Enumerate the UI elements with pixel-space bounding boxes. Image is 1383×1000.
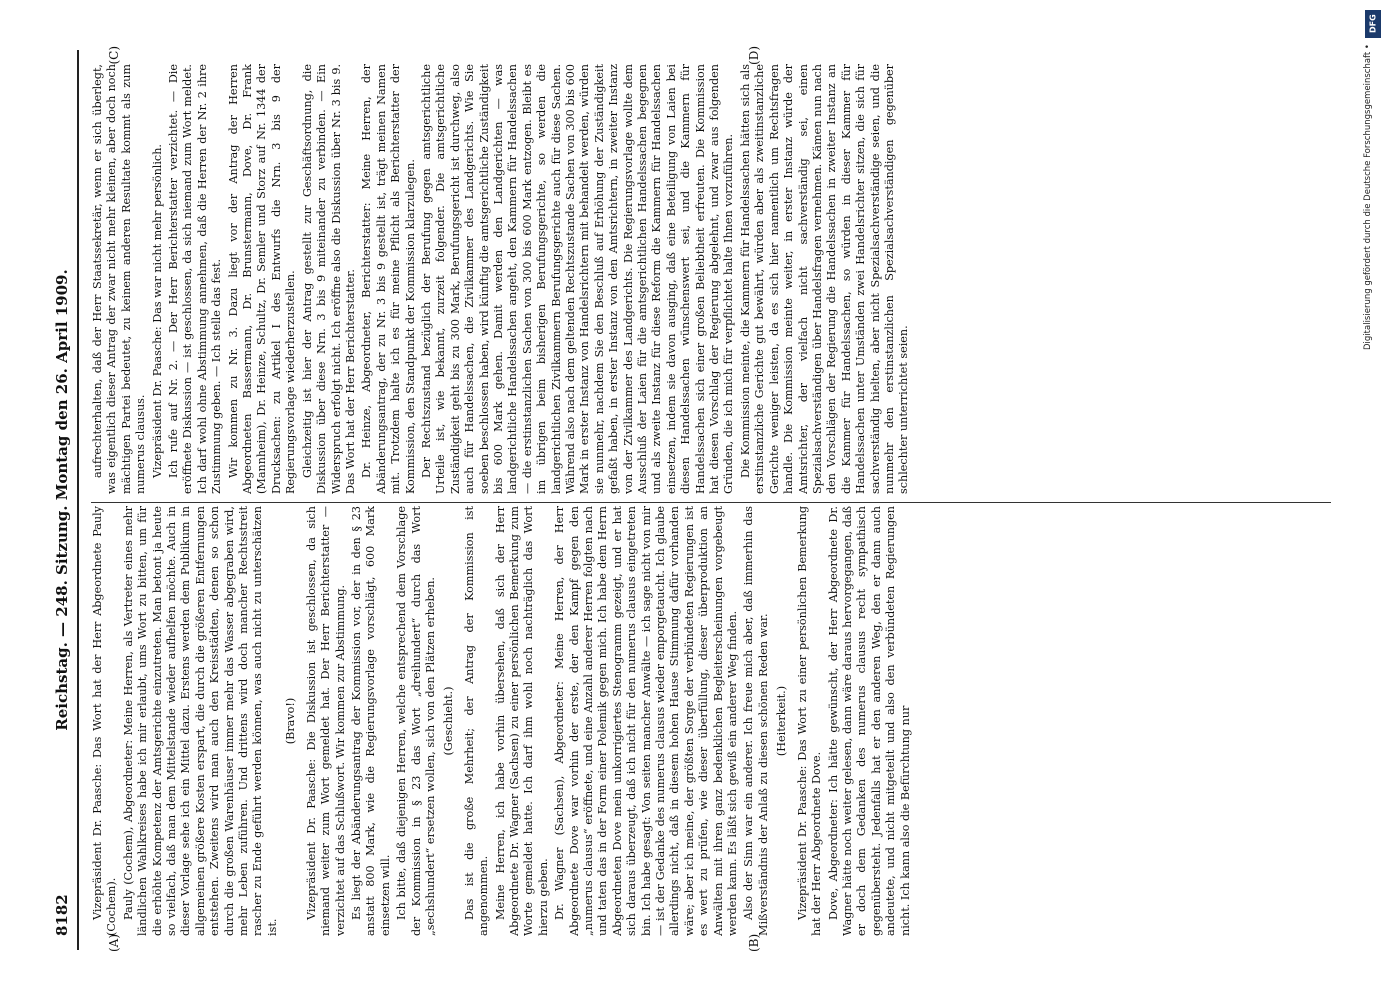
text-columns (91, 50, 1331, 950)
column-divider (91, 502, 1331, 503)
paragraph: Ich bitte, daß diejenigen Herren, welche entsprechend dem Vorschlage der Kommission in § 23 das Wort „dreihundert“ durch das Wort „sechshundert“ ersetzen wollen, sich von den Plätzen erheben. (394, 506, 437, 936)
paragraph: Dove, Abgeordneter: Ich hätte gewünscht, der Herr Abgeordnete Dr. Wagner hätte noch weiter gelesen, dann wäre daraus hervorgegangen, daß er doch dem Gedanken des numerus clausus recht sympathisch gegenübersteht. Jedenfalls hat er den anderen Weg, den er dann auch andeutete, und nicht mitgeteilt und also den verbündeten Regierungen nicht. Ich kann also die Befürchtung nur (826, 506, 912, 936)
paragraph: Ich rufe auf Nr. 2. — Der Herr Berichterstatter verzichtet. — Die eröffnete Diskussion — ist geschlossen, da sich niemand zum Wort meldet. Ich darf wohl ohne Abstimmung annehmen, daß die Herren der Nr. 2 ihre Zustimmung geben. — Ich stelle das fest. (166, 64, 223, 494)
right-column (91, 64, 1331, 494)
paragraph: Vizepräsident Dr. Paasche: Das Wort zu einer persönlichen Bemerkung hat der Herr Abgeordnete Dove. (795, 506, 823, 936)
paragraph: Vizepräsident Dr. Paasche: Die Diskussion ist geschlossen, da sich niemand weiter zum Wort gemeldet hat. Der Herr Berichterstatter — verzichtet auf das Schlußwort. Wir kommen zur Abstimmung. (304, 506, 346, 936)
paragraph: Vizepräsident Dr. Paasche: Das Wort hat der Herr Abgeordnete Pauly (Cochem). (90, 506, 118, 936)
margin-marker-c: (C) (106, 46, 121, 65)
paragraph: Die Kommission meinte, die Kammern für Handelssachen hätten sich als erstinstanzliche Gerichte gut bewährt, würden aber als zweitinstanzliche Gerichte weniger leisten, da es sich hier namentlich um Rechtsfragen handle. Die Kommission meinte weiter, in erster Instanz würde der Amtsrichter, der vielfach nicht sachverständig sei, einen Spezialsachverständigen über Handelsfragen vernehmen. Kämen nun nach den Vorschlägen der Regierung die Handelssachen in zweiter Instanz an die Kammer für Handelssachen, so würden in dieser Kammer für Handelssachen unter Umständen zwei Handelsrichter sitzen, die sich für sachverständig hielten, aber nicht Spezialsachverständige seien, und die nunmehr den erstinstanzlichen Spezialsachverständigen gegenüber schlechter unterrichtet seien. (738, 64, 910, 494)
margin-marker-b: (B) (746, 933, 761, 952)
paragraph: aufrechterhalten, daß der Herr Staatssekretär, wenn er sich überlegt, was eigentlich dieser Antrag der zwar nicht mehr kleinen, aber doch noch mächtigen Partei bedeutet, zu keinem anderen Resultate kommt als zum numerus clausus. (90, 64, 147, 494)
paragraph: Dr. Wagner (Sachsen), Abgeordneter: Meine Herren, der Herr Abgeordnete Dove war vorhin der erste, der den Kampf gegen den „numerus clausus“ eröffnete, und eine Anzahl anderer Herren folgten nach und taten das in der Form einer Polemik gegen mich. Ich habe dem Herrn Abgeordneten Dove mein unkorrigiertes Stenogramm gezeigt, und er hat sich daraus überzeugt, daß ich nicht für den numerus clausus eingetreten bin. Ich habe gesagt: Von seiten mancher Anwälte — ich sage nicht von mir — ist der Gedanke des numerus clausus wieder emporgetaucht. Ich glaube allerdings nicht, daß in diesem hohen Hause Stimmung dafür vorhanden wäre; aber ich meine, der größten Sorge der verbündeten Regierungen ist es wert zu prüfen, wie dieser überfüllung, dieser überproduktion an Anwälten mit ihren ganz bedenklichen Begleiterscheinungen vorgebeugt werden kann. Es läßt sich gewiß ein anderer Weg finden. (552, 506, 739, 936)
dfg-logo: DFG (1365, 10, 1381, 38)
digitization-note: Digitalisierung gefördert durch die Deutsche Forschungsgemeinschaft • (1363, 44, 1373, 350)
page-header (47, 50, 77, 950)
paragraph: Gleichzeitig ist hier der Antrag gestellt zur Geschäftsordnung, die Diskussion über diese Nrn. 3 bis 9 miteinander zu verbinden. — Ein Widerspruch erfolgt nicht. Ich eröffne also die Diskussion über Nr. 3 bis 9. Das Wort hat der Herr Berichterstatter. (300, 64, 357, 494)
paragraph: Vizepräsident Dr. Paasche: Das war nicht mehr persönlich. (150, 144, 164, 478)
interjection: (Geschieht.) (441, 686, 455, 756)
margin-marker-a: (A) (106, 933, 121, 952)
rotated-sheet (47, 46, 1337, 952)
page-title: Reichstag. — 248. Sitzung. Montag den 26. April 1909. (52, 269, 71, 731)
paragraph: Wir kommen zu Nr. 3. Dazu liegt vor der Antrag der Herren Abgeordneten Bassermann, Dr. Brunstermann, Dove, Dr. Frank (Mannheim), Dr. Heinze, Schultz, Dr. Semler und Storz auf Nr. 1344 der Drucksachen: zu Artikel I des Entwurfs die Nrn. 3 bis 9 der Regierungsvorlage wiederherzustellen. (226, 64, 297, 494)
paragraph: Also der Sinn war ein anderer. Ich freue mich aber, daß immerhin das Mißverständnis der Anlaß zu diesen schönen Reden war. (741, 506, 770, 936)
left-column (91, 506, 1331, 936)
interjection: (Heiterkeit.) (774, 685, 788, 757)
page-number: 8182 (52, 894, 71, 936)
paragraph: Dr. Heinze, Abgeordneter, Berichterstatter: Meine Herren, der Abänderungsantrag, der zu Nr. 3 bis 9 gestellt ist, trägt meinen Namen mit. Trotzdem halte ich es für meine Pflicht als Berichterstatter der Kommission, den Standpunkt der Kommission klarzulegen. (359, 64, 417, 494)
margin-marker-d: (D) (746, 46, 761, 65)
interjection: (Bravo!) (283, 697, 297, 745)
paragraph: Meine Herren, ich habe vorhin übersehen, daß sich der Herr Abgeordnete Dr. Wagner (Sachsen) zu einer persönlichen Bemerkung zum Worte gemeldet hatte. Ich darf ihm wohl noch nachträglich das Wort hierzu geben. (493, 506, 550, 936)
header-rule (77, 50, 79, 950)
paragraph: Das ist die große Mehrheit; der Antrag der Kommission ist angenommen. (462, 506, 490, 936)
paragraph: Der Rechtszustand bezüglich der Berufung gegen amtsgerichtliche Urteile ist, wie bekannt, zurzeit folgender. Die amtsgerichtliche Zuständigkeit geht bis zu 300 Mark, Berufungsgericht ist durchweg, also auch für Handelssachen, die Zivilkammer des Landgerichts. Wie Sie soeben beschlossen haben, wird künftig die amtsgerichtliche Zuständigkeit bis 600 Mark gehen. Damit werden den Landgerichten — was landgerichtliche Handelssachen angeht, den Kammern für Handelssachen — die erstinstanzlichen Sachen von 300 bis 600 Mark entzogen. Bleibt es im übrigen beim bisherigen Berufungsgerichte, so werden die landgerichtlichen Zivilkammern Berufungsgerichte auch für diese Sachen. Während also nach dem geltenden Rechtszustande Sachen von 300 bis 600 Mark in erster Instanz von Handelsrichtern mit behandelt werden, würden sie nunmehr, nachdem Sie den Beschluß auf Erhöhung der Zuständigkeit gefaßt haben, in erster Instanz von den Amtsrichtern, in zweiter Instanz von der Zivilkammer des Landgerichts. Die Regierungsvorlage wollte dem Ausschluß der Laien für die amtsgerichtlichen Handelssachen begegnen und als zweite Instanz für diese Reform die Kammern für Handelssachen einsetzen, indem sie davon ausging, daß eine Beteiligung von Laien bei diesen Handelssachen wünschenswert sei, und die Kammern für Handelssachen sich einer großen Beliebtheit erfreuten. Die Kommission hat diesen Vorschlag der Regierung abgelehnt, und zwar aus folgenden Gründen, die ich mich für verpflichtet halte Ihnen vorzuführen. (419, 64, 735, 494)
paragraph: Es liegt der Abänderungsantrag der Kommission vor, der in den § 23 anstatt 800 Mark, wie die Regierungsvorlage vorschlägt, 600 Mark einsetzen will. (349, 506, 392, 936)
paragraph: Pauly (Cochem), Abgeordneter: Meine Herren, als Vertreter eines mehr ländlichen Wahlkreises habe ich mir erlaubt, ums Wort zu bitten, um für die erhöhte Kompetenz der Amtsgerichte einzutreten. Man betont ja heute so vielfach, daß man dem Mittelstande wieder aufhelfen möchte. Auch in dieser Vorlage sehe ich ein Mittel dazu. Erstens werden dem Publikum in allgemeinen größere Kosten erspart, die durch die größeren Entfernungen entstehen. Zweitens wird man auch den Kreisstädten, denen so schon durch die großen Warenhäuser immer mehr das Wasser abgegraben wird, mehr Leben zuführen. Und drittens wird doch mancher Rechtsstreit rascher zu Ende geführt werden können, was auch nicht zu unterschätzen ist. (121, 506, 279, 936)
